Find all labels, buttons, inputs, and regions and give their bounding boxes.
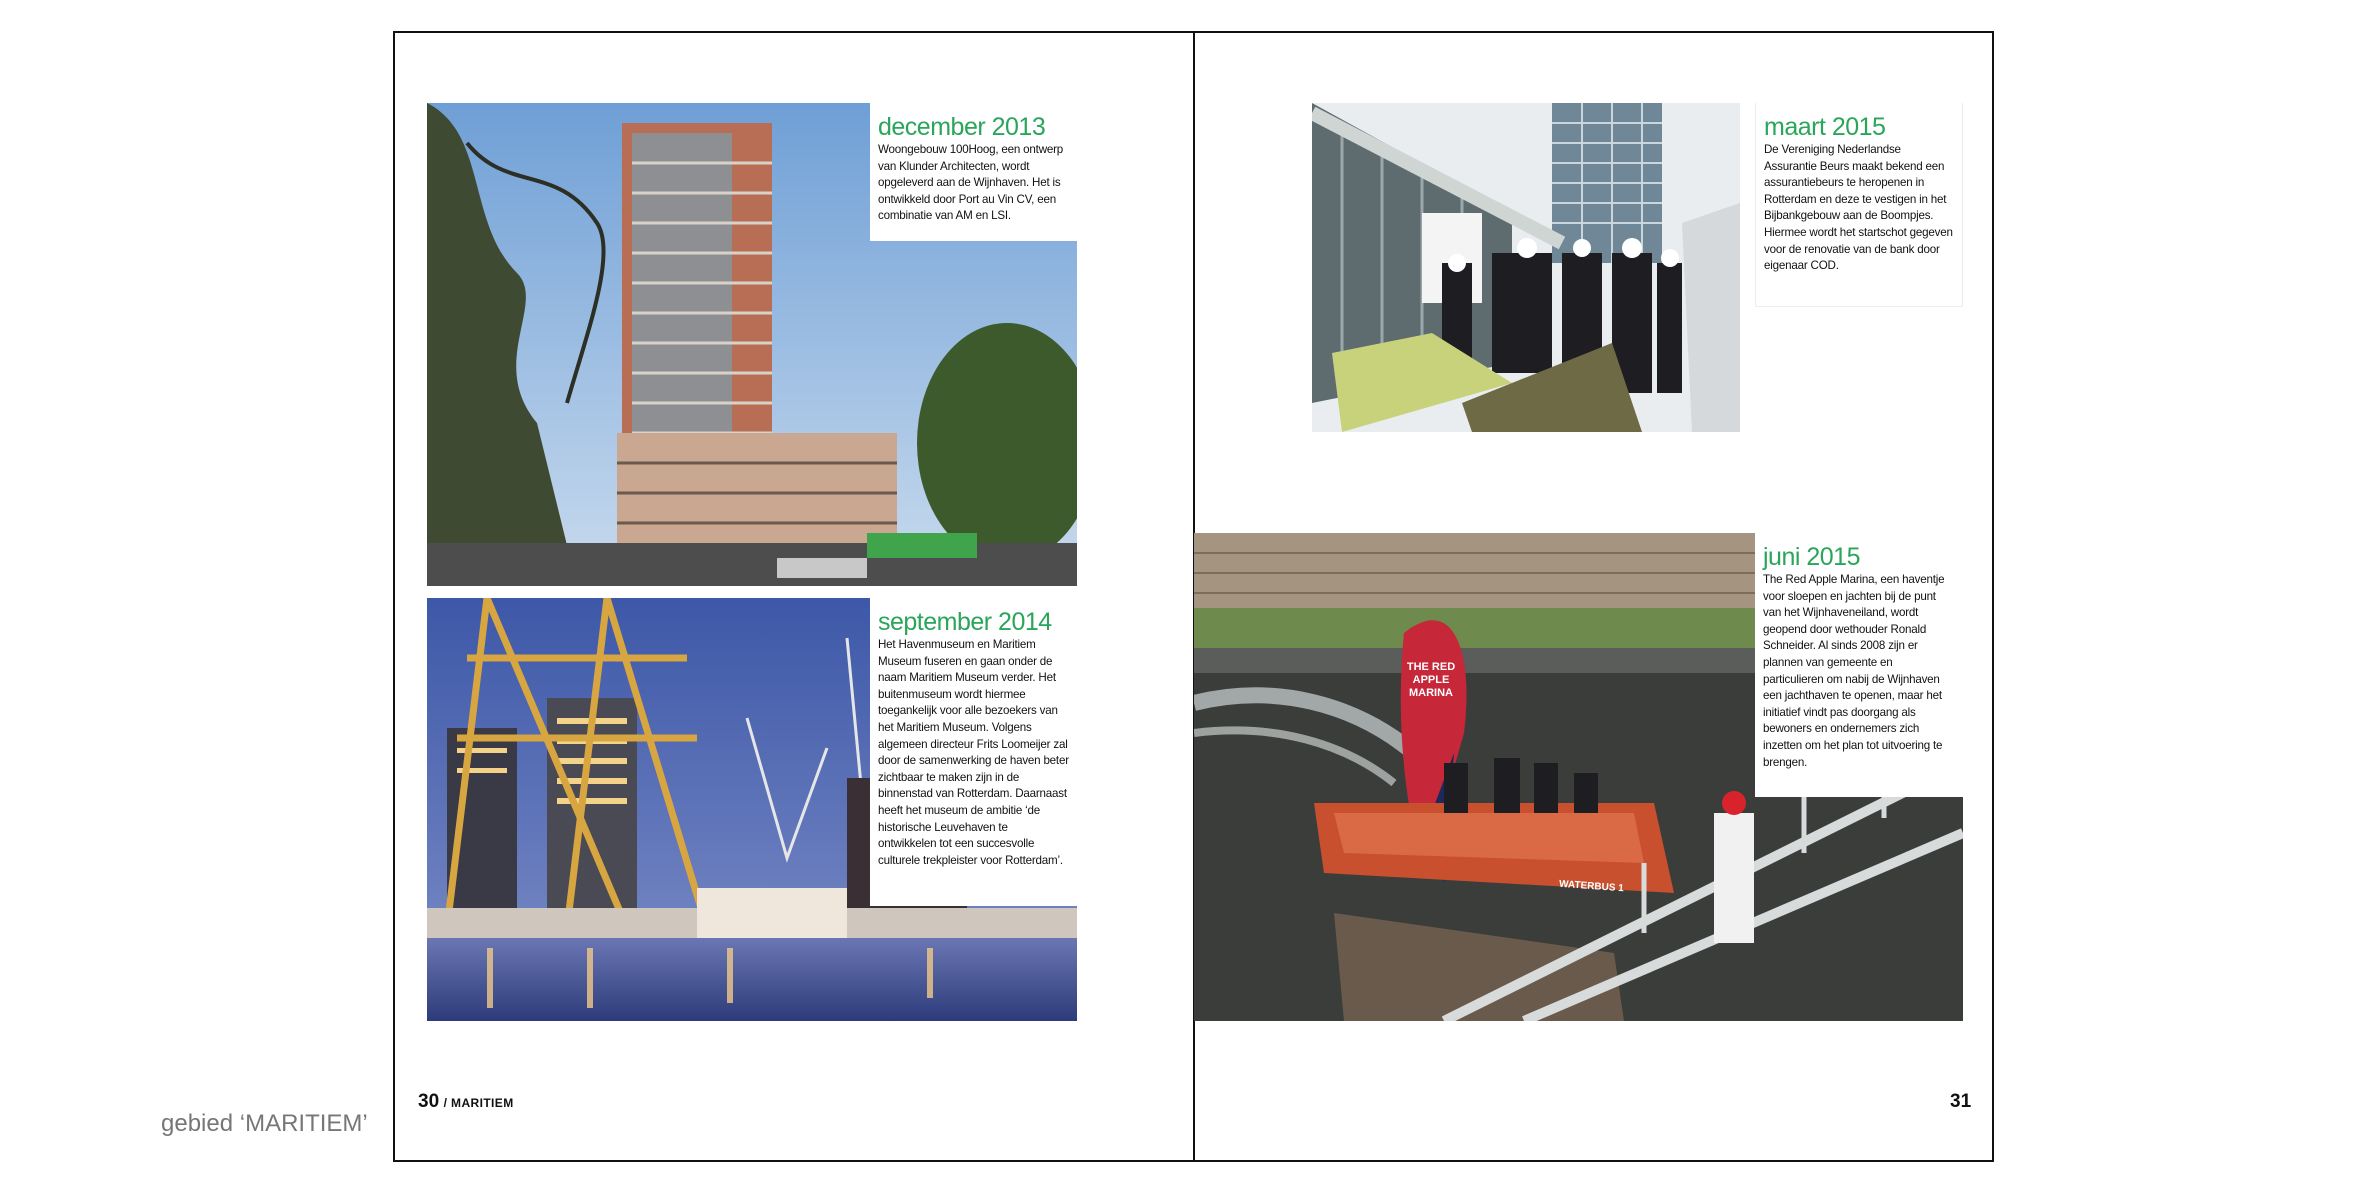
caption-maart-2015: [1755, 103, 1963, 307]
section-name: / MARITIEM: [443, 1096, 514, 1110]
entry-text: De Vereniging Nederlandse Assurantie Beurs maakt bekend een assurantiebeurs te heropenen in Rotterdam en deze te vestigen in het Bijbankgebouw aan de Boompjes. Hiermee wordt het startschot gegeven voor de renovatie van de bank door eigenaar COD.: [1764, 143, 1953, 273]
photo-bijbankgebouw-rooftop: [1312, 103, 1740, 432]
entry-date: december 2013: [878, 113, 1046, 141]
entry-date: september 2014: [878, 608, 1052, 636]
caption-juni-2015: [1755, 533, 1963, 797]
entry-text: Woongebouw 100Hoog, een ontwerp van Klunder Architecten, wordt opgeleverd aan de Wijnhaven. Het is ontwikkeld door Port au Vin CV, een combinatie van AM en LSI.: [878, 143, 1064, 223]
side-label: gebied ‘MARITIEM’: [161, 1110, 368, 1137]
caption-december-2013: [870, 103, 1077, 241]
entry-text: Het Havenmuseum en Maritiem Museum fuseren en gaan onder de naam Maritiem Museum verder. Het buitenmuseum wordt hiermee toegankelijk voor alle bezoekers van het Maritiem Museum. Volgens algemeen directeur Frits Loomeijer zal door de samenwerking de haven beter zichtbaar te maken zijn in de binnenstad van Rotterdam. Daarnaast heeft het museum de ambitie ‘de historische Leuvehaven te ontwikkelen tot een succesvolle culturele trekpleister voor Rotterdam’.: [878, 638, 1069, 867]
entry-date: juni 2015: [1763, 543, 1860, 571]
caption-september-2014: [870, 598, 1077, 906]
page-number-31: 31: [1950, 1091, 1972, 1112]
entry-text: The Red Apple Marina, een haventje voor sloepen en jachten bij de punt van het Wijnhaveneiland, wordt geopend door wethouder Ronald Schneider. Al sinds 2008 zijn er plannen van gemeente en particulieren om nabij de Wijnhaven een jachthaven te openen, maar het initiatief vindt pas doorgang als bewoners en ondernemers zich inzetten om het plan tot uitvoering te brengen.: [1763, 573, 1945, 769]
entry-date: maart 2015: [1764, 113, 1886, 141]
left-folio: [418, 1091, 514, 1113]
flag-line-1: THE RED: [1406, 661, 1456, 673]
marina-flag-text: [1402, 661, 1460, 700]
flag-line-2: APPLE: [1412, 674, 1450, 686]
flag-line-3: MARINA: [1409, 687, 1453, 699]
page-number-30: 30: [418, 1091, 440, 1112]
boat-name-text: WATERBUS 1: [1558, 878, 1625, 895]
